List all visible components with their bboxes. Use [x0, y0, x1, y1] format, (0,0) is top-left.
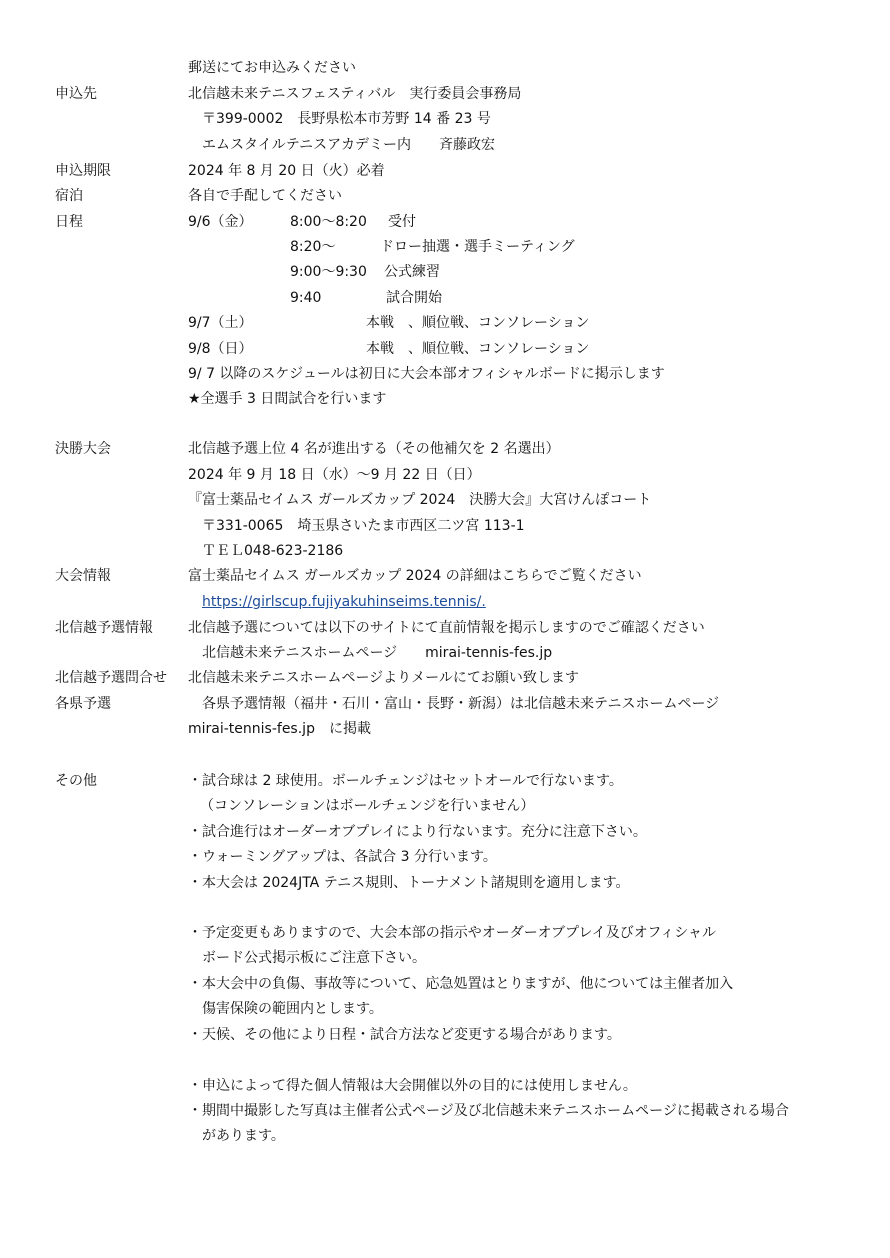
apply-to-label: 申込先 [55, 86, 97, 102]
tournament-info-link[interactable]: https://girlscup.fujiyakuhinseims.tennis/. [202, 594, 486, 610]
schedule-day2-event: 本戦 、順位戦、コンソレーション [366, 315, 590, 331]
lodging-label: 宿泊 [55, 188, 83, 204]
others-line: ・本大会中の負傷、事故等について、応急処置はとりますが、他については主催者加入 [188, 976, 734, 992]
others-line: ・試合球は 2 球使用。ボールチェンジはセットオールで行ないます。 [188, 773, 623, 789]
schedule-day3-event: 本戦 、順位戦、コンソレーション [366, 341, 590, 357]
finals-line: 2024 年 9 月 18 日（水）～9 月 22 日（日） [188, 467, 481, 483]
schedule-day2: 9/7（土） [188, 315, 253, 331]
finals-line: 『富士薬品セイムス ガールズカップ 2024 決勝大会』大宮けんぽコート [188, 492, 652, 508]
schedule-day3: 9/8（日） [188, 341, 253, 357]
others-line: ・予定変更もありますので、大会本部の指示やオーダーオブプレイ及びオフィシャル [188, 925, 716, 941]
schedule-day1: 9/6（金） [188, 214, 253, 230]
schedule-time: 9:40 [290, 290, 322, 306]
deadline-value: 2024 年 8 月 20 日（火）必着 [188, 163, 385, 179]
schedule-note: 9/ 7 以降のスケジュールは初日に大会本部オフィシャルボードに掲示します [188, 366, 665, 382]
apply-to-contact: エムスタイルテニスアカデミー内 斉藤政宏 [202, 137, 496, 153]
schedule-time: 8:00～8:20 [290, 214, 367, 230]
schedule-event: 試合開始 [386, 290, 442, 306]
pref-prelim-label: 各県予選 [55, 696, 111, 712]
finals-label: 決勝大会 [55, 441, 111, 457]
prelim-info-site: 北信越未来テニスホームページ mirai-tennis-fes.jp [202, 645, 553, 661]
others-label: その他 [55, 773, 97, 789]
others-line: ボード公式掲示板にご注意下さい。 [202, 950, 426, 966]
others-line: ・本大会は 2024JTA テニス規則、トーナメント諸規則を適用します。 [188, 875, 630, 891]
tournament-info-label: 大会情報 [55, 568, 111, 584]
apply-to-address: 〒399-0002 長野県松本市芳野 14 番 23 号 [202, 111, 491, 127]
schedule-event: 受付 [388, 214, 416, 230]
finals-phone: ＴＥＬ048-623-2186 [202, 543, 344, 559]
others-line: （コンソレーションはボールチェンジを行いません） [200, 798, 535, 814]
others-line: ・天候、その他により日程・試合方法など変更する場合があります。 [188, 1027, 621, 1043]
deadline-label: 申込期限 [55, 163, 111, 179]
others-line: ・ウォーミングアップは、各試合 3 分行います。 [188, 849, 497, 865]
schedule-label: 日程 [55, 214, 83, 230]
schedule-time: 8:20～ [290, 239, 336, 255]
pref-prelim-text: 各県予選情報（福井・石川・富山・長野・新潟）は北信越未来テニスホームページ [202, 696, 720, 712]
mail-intro: 郵送にてお申込みください [188, 60, 356, 76]
schedule-event: ドロー抽選・選手ミーティング [380, 239, 575, 255]
others-line: 傷害保険の範囲内とします。 [202, 1001, 383, 1017]
apply-to-org: 北信越未来テニスフェスティバル 実行委員会事務局 [188, 86, 522, 102]
others-line: ・期間中撮影した写真は主催者公式ページ及び北信越未来テニスホームページに掲載される場合 [188, 1103, 789, 1119]
prelim-contact-label: 北信越予選問合せ [55, 670, 167, 686]
lodging-value: 各自で手配してください [188, 188, 342, 204]
tournament-info-text: 富士薬品セイムス ガールズカップ 2024 の詳細はこちらでご覧ください [188, 568, 642, 584]
prelim-info-text: 北信越予選については以下のサイトにて直前情報を掲示しますのでご確認ください [188, 620, 705, 636]
others-line: ・申込によって得た個人情報は大会開催以外の目的には使用しません。 [188, 1078, 637, 1094]
prelim-contact-text: 北信越未来テニスホームページよりメールにてお願い致します [188, 670, 579, 686]
finals-address: 〒331-0065 埼玉県さいたま市西区二ツ宮 113-1 [202, 518, 525, 534]
others-line: ・試合進行はオーダーオブプレイにより行ないます。充分に注意下さい。 [188, 824, 647, 840]
prelim-info-label: 北信越予選情報 [55, 620, 153, 636]
others-line: があります。 [202, 1128, 285, 1144]
schedule-time: 9:00～9:30 [290, 264, 367, 280]
schedule-event: 公式練習 [384, 264, 440, 280]
pref-prelim-site: mirai-tennis-fes.jp に掲載 [188, 721, 371, 737]
finals-line: 北信越予選上位 4 名が進出する（その他補欠を 2 名選出） [188, 441, 560, 457]
schedule-star-note: ★全選手 3 日間試合を行います [188, 391, 387, 407]
